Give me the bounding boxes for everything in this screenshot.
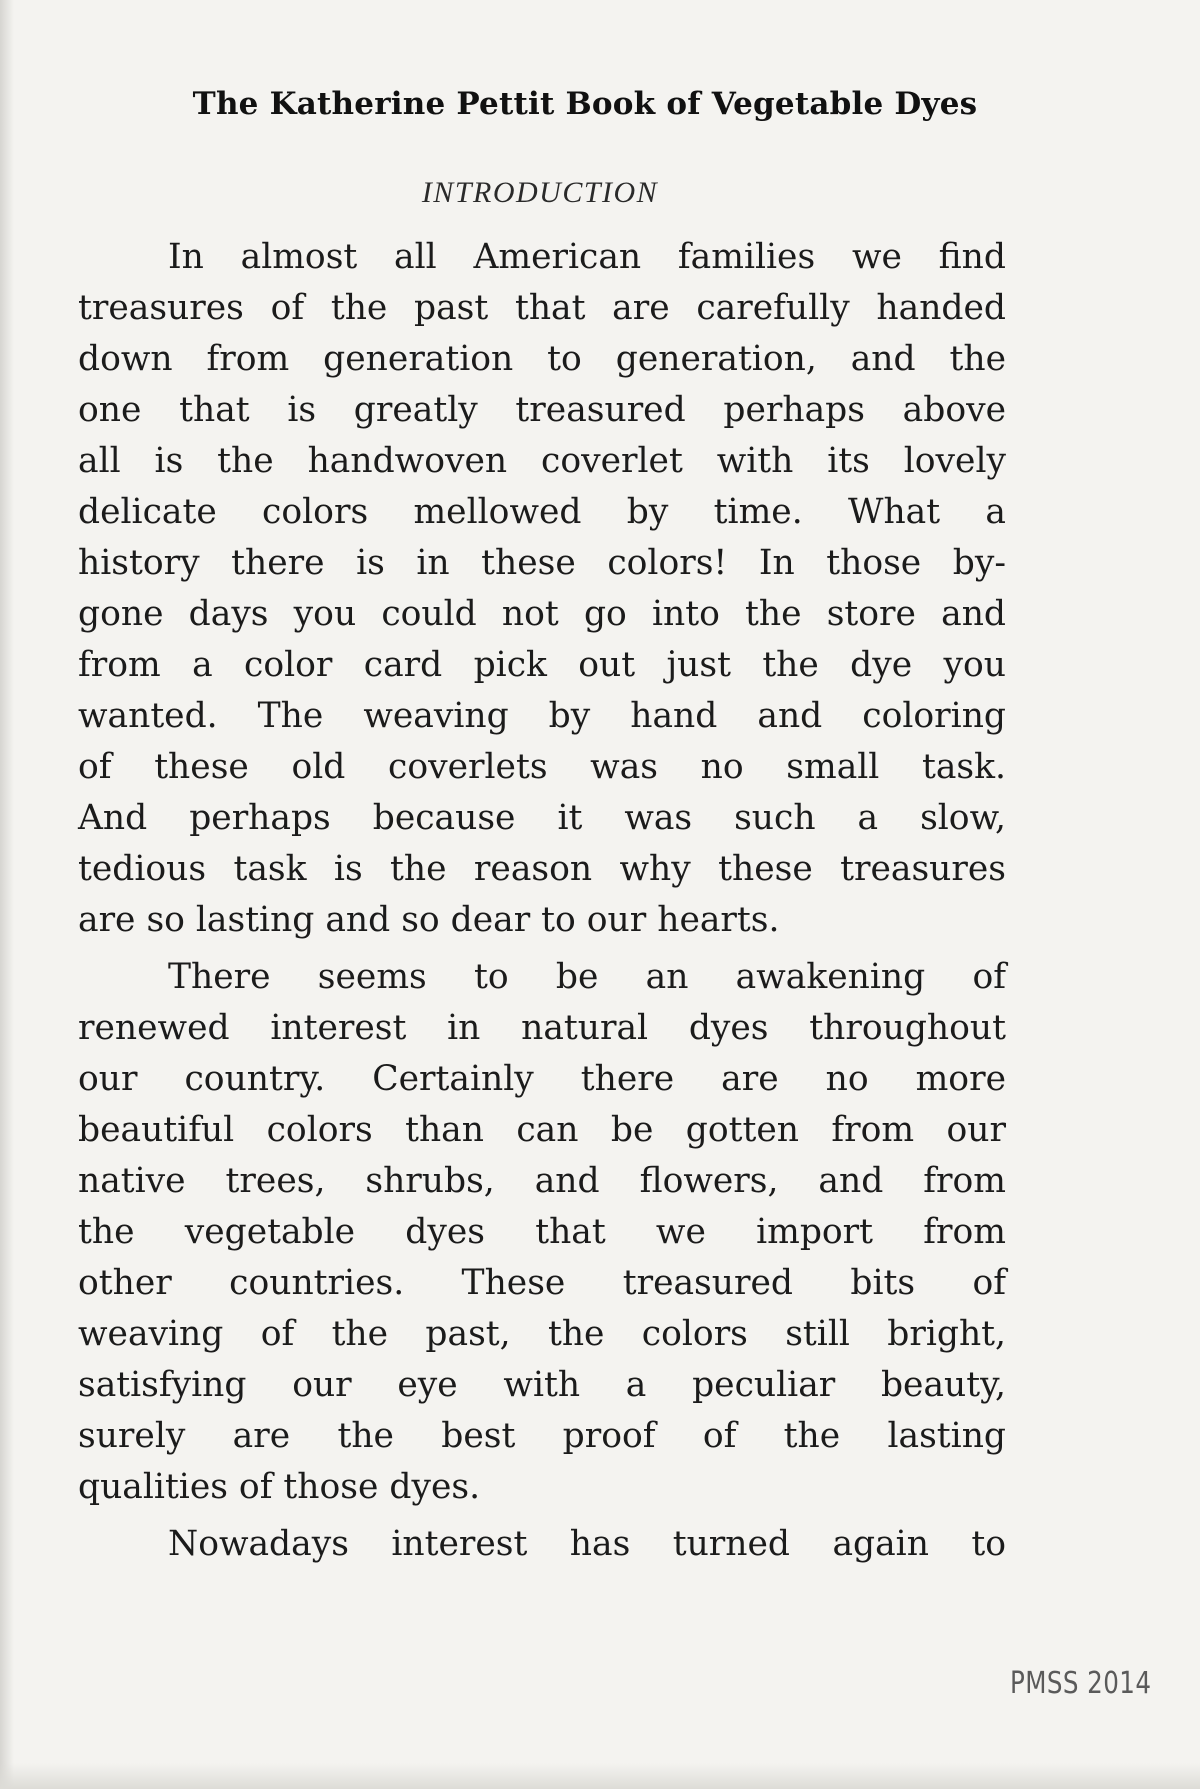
text-line: And perhaps because it was such a slow,	[78, 798, 1006, 838]
body-text	[78, 232, 1006, 1576]
text-line: tedious task is the reason why these treasures	[78, 849, 1006, 889]
text-line: There seems to be an awakening of	[168, 957, 1006, 997]
text-line: wanted. The weaving by hand and coloring	[78, 696, 1006, 736]
text-line: gone days you could not go into the store and	[78, 594, 1006, 634]
text-line: surely are the best proof of the lasting	[78, 1416, 1006, 1456]
text-line: of these old coverlets was no small task.	[78, 747, 1006, 787]
text-line: native trees, shrubs, and flowers, and from	[78, 1161, 1006, 1201]
text-line: from a color card pick out just the dye you	[78, 645, 1006, 685]
running-head: The Katherine Pettit Book of Vegetable Dyes	[192, 86, 978, 122]
paragraph	[78, 952, 1006, 1513]
text-line: our country. Certainly there are no more	[78, 1059, 1006, 1099]
text-line: history there is in these colors! In those by-	[78, 543, 1006, 583]
section-title: INTRODUCTION	[421, 176, 659, 209]
text-line: the vegetable dyes that we import from	[78, 1212, 1006, 1252]
text-line: down from generation to generation, and the	[78, 339, 1006, 379]
text-line: delicate colors mellowed by time. What a	[78, 492, 1006, 532]
text-line: beautiful colors than can be gotten from our	[78, 1110, 1006, 1150]
text-line: qualities of those dyes.	[78, 1467, 481, 1507]
text-line: renewed interest in natural dyes throughout	[78, 1008, 1006, 1048]
text-line: satisfying our eye with a peculiar beauty,	[78, 1365, 1006, 1405]
text-line: Nowadays interest has turned again to	[168, 1524, 1006, 1564]
archive-stamp: PMSS 2014	[1010, 1666, 1152, 1701]
text-line: are so lasting and so dear to our hearts.	[78, 900, 780, 940]
paragraph	[78, 1519, 1006, 1570]
text-line: In almost all American families we find	[168, 237, 1006, 277]
text-line: all is the handwoven coverlet with its lovely	[78, 441, 1006, 481]
text-line: treasures of the past that are carefully handed	[78, 288, 1006, 328]
text-line: weaving of the past, the colors still bright,	[78, 1314, 1006, 1354]
text-line: other countries. These treasured bits of	[78, 1263, 1006, 1303]
paragraph	[78, 232, 1006, 946]
text-line: one that is greatly treasured perhaps above	[78, 390, 1006, 430]
